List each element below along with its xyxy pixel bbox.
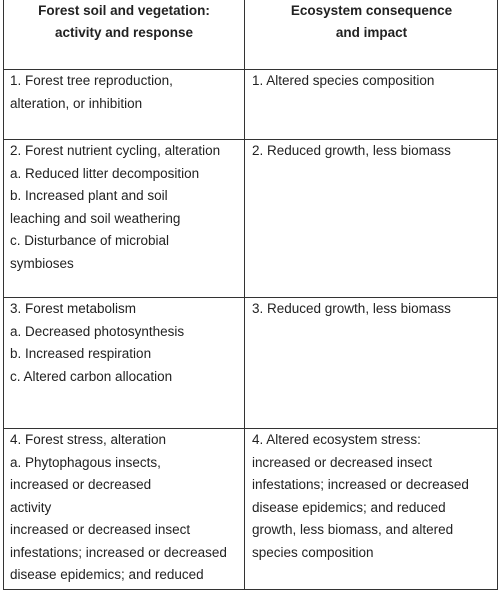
- cell-text: c. Disturbance of microbial: [10, 233, 170, 248]
- cell-text: 3. Forest metabolism: [10, 301, 137, 316]
- table-cell-left: [4, 140, 245, 297]
- header-right-line-1: Ecosystem consequence: [290, 3, 453, 18]
- cell-text: a. Decreased photosynthesis: [10, 323, 185, 339]
- cell-text: b. Increased respiration: [10, 346, 152, 361]
- cell-text: 4. Forest stress, alteration: [10, 432, 167, 447]
- cell-text: leaching and soil weathering: [10, 210, 181, 226]
- cell-text: 3. Reduced growth, less biomass: [252, 301, 451, 316]
- cell-text: 1. Altered species composition: [252, 73, 435, 88]
- cell-text: b. Increased plant and soil: [10, 188, 168, 203]
- cell-text: alteration, or inhibition: [10, 95, 143, 111]
- cell-text: c. Altered carbon allocation: [10, 368, 173, 384]
- header-left-line-2: activity and response: [54, 25, 194, 40]
- table-cell-left: [4, 298, 245, 428]
- cell-text: 1. Forest tree reproduction,: [10, 73, 173, 88]
- table-cell-right: [246, 70, 497, 139]
- cell-text: increased or decreased insect: [10, 522, 191, 537]
- cell-text: 2. Reduced growth, less biomass: [252, 143, 451, 158]
- cell-text: activity: [10, 499, 52, 515]
- cell-text: increased or decreased insect: [252, 454, 433, 470]
- header-right-line-2: and impact: [335, 25, 408, 40]
- header-cell-left: [4, 0, 245, 69]
- cell-text: a. Phytophagous insects,: [10, 454, 161, 470]
- cell-text: growth, less biomass, and altered: [252, 522, 454, 537]
- cell-text: increased or decreased: [10, 477, 152, 492]
- cell-text: infestations; increased or decreased: [252, 477, 469, 492]
- cell-text: symbioses: [10, 255, 74, 271]
- table-cell-right: [246, 140, 497, 297]
- table-header-row: [4, 0, 497, 69]
- table-cell-left: [4, 70, 245, 139]
- header-cell-right: [246, 0, 497, 69]
- cell-text: species composition: [252, 544, 374, 560]
- cell-text: 2. Forest nutrient cycling, alteration: [10, 143, 221, 158]
- table-cell-left: [4, 429, 245, 589]
- cell-text: 4. Altered ecosystem stress:: [252, 432, 421, 447]
- table-row: [4, 69, 497, 139]
- table-row: [4, 428, 497, 589]
- header-left-line-1: Forest soil and vegetation:: [38, 3, 210, 18]
- table-cell-right: [246, 298, 497, 428]
- cell-text: disease epidemics; and reduced: [10, 567, 204, 582]
- cell-text: disease epidemics; and reduced: [252, 499, 446, 515]
- table-row: [4, 139, 497, 297]
- table-row: [4, 297, 497, 428]
- cell-text: infestations; increased or decreased: [10, 544, 227, 560]
- document-table: [3, 0, 498, 590]
- cell-text: a. Reduced litter decomposition: [10, 165, 200, 181]
- table-cell-right: [246, 429, 497, 589]
